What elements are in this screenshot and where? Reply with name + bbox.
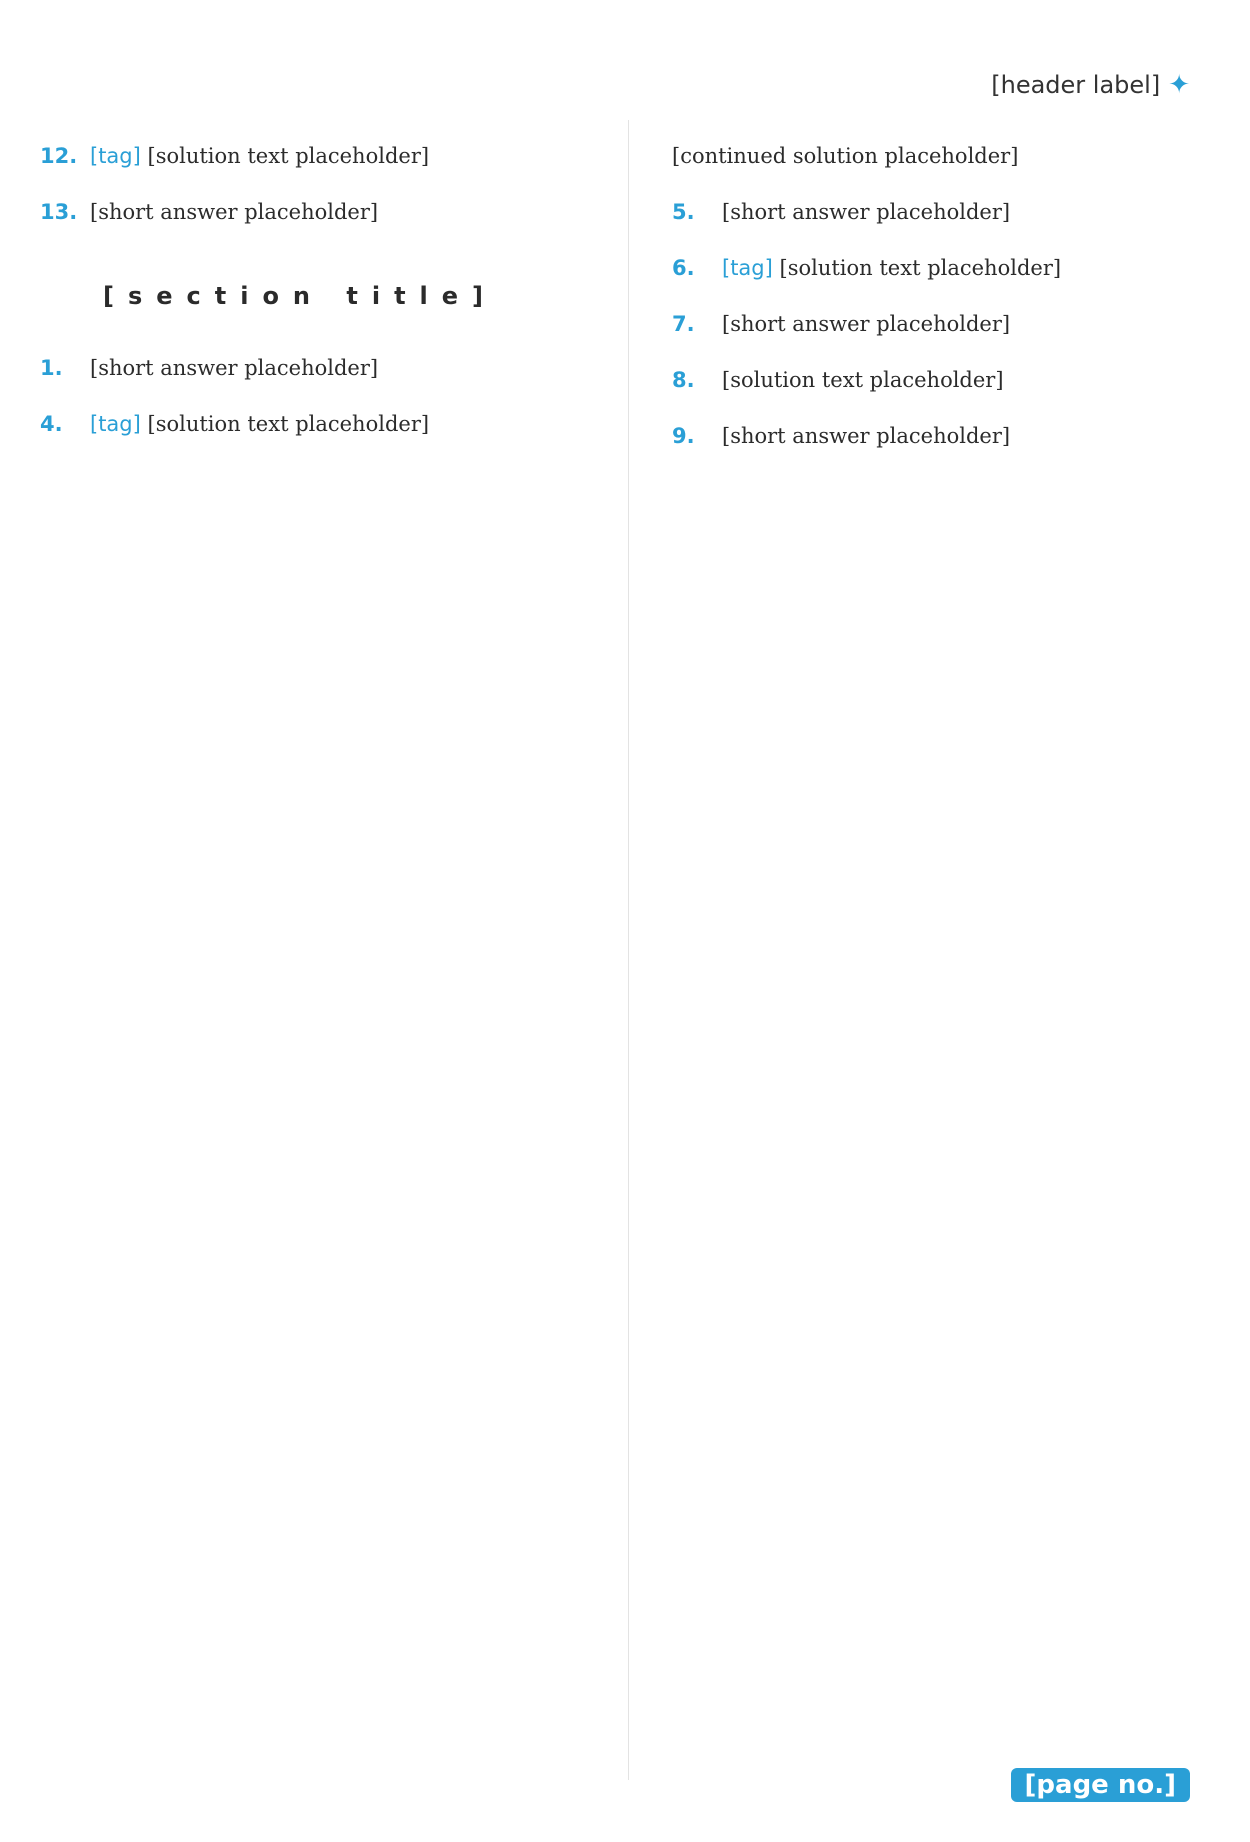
item-text: [short answer placeholder] — [722, 424, 1011, 448]
item-tag: [tag] — [90, 144, 141, 168]
answer-item — [40, 188, 560, 236]
header-label: [header label] — [991, 71, 1161, 99]
item-text: [short answer placeholder] — [90, 200, 379, 224]
right-column — [672, 132, 1192, 468]
answer-item — [672, 188, 1192, 236]
item-text: [continued solution placeholder] — [672, 144, 1019, 168]
item-text: [solution text placeholder] — [147, 144, 430, 168]
answer-item — [672, 356, 1192, 404]
answer-item — [40, 400, 560, 448]
section-title: [section title] — [102, 282, 498, 310]
item-number: 4. — [40, 412, 63, 436]
left-column — [40, 132, 560, 456]
item-number: 8. — [672, 368, 695, 392]
answer-item — [40, 132, 560, 180]
item-text: [short answer placeholder] — [722, 200, 1011, 224]
item-text: [solution text placeholder] — [779, 256, 1062, 280]
item-number: 9. — [672, 424, 695, 448]
item-text: [solution text placeholder] — [147, 412, 430, 436]
page-header — [991, 70, 1190, 100]
item-number: 6. — [672, 256, 695, 280]
item-text: [short answer placeholder] — [90, 356, 379, 380]
answer-item — [672, 300, 1192, 348]
item-tag: [tag] — [722, 256, 773, 280]
item-number: 12. — [40, 144, 78, 168]
item-number: 7. — [672, 312, 695, 336]
page-number-badge: [page no.] — [1011, 1768, 1190, 1802]
sparkle-icon: ✦ — [1168, 70, 1190, 100]
column-divider — [628, 120, 629, 1780]
answer-item — [40, 344, 560, 392]
answer-item — [672, 412, 1192, 460]
item-number: 1. — [40, 356, 63, 380]
item-number: 13. — [40, 200, 78, 224]
item-text: [short answer placeholder] — [722, 312, 1011, 336]
answer-item — [672, 244, 1192, 292]
item-text: [solution text placeholder] — [722, 368, 1004, 392]
item-number: 5. — [672, 200, 695, 224]
answer-item — [672, 132, 1192, 180]
item-tag: [tag] — [90, 412, 141, 436]
